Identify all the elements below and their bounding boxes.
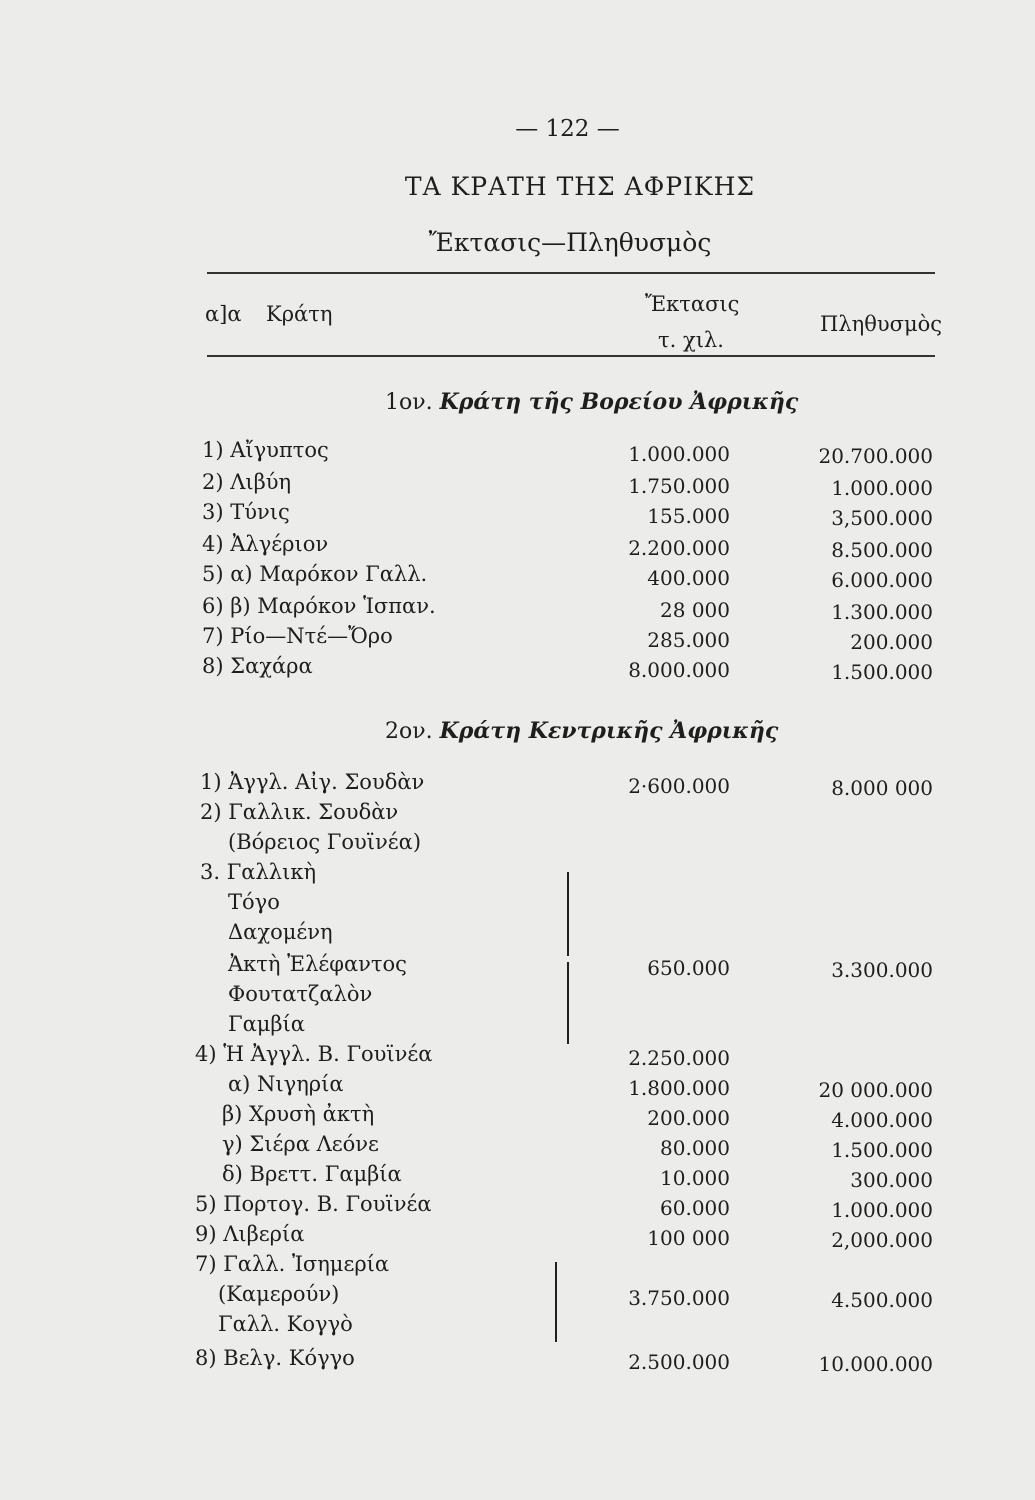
page-number: — 122 — xyxy=(515,116,620,142)
row-population: 20.700.000 xyxy=(818,444,933,468)
row-area: 200.000 xyxy=(647,1106,730,1130)
row-area: 2.250.000 xyxy=(628,1046,730,1070)
row-area: 8.000.000 xyxy=(628,658,730,682)
row-name: Ἀκτὴ Ἐλέφαντος xyxy=(228,952,407,976)
row-name: 2) Λιβύη xyxy=(202,470,292,494)
header-index: α]α xyxy=(205,302,242,326)
row-population: 1.500.000 xyxy=(831,1138,933,1162)
row-area: 650.000 xyxy=(647,956,730,980)
row-name: Γαλλ. Κογγὸ xyxy=(218,1312,353,1336)
row-name: 3) Τύνις xyxy=(202,500,290,524)
row-name: Τόγο xyxy=(228,890,280,914)
row-area: 1.750.000 xyxy=(628,474,730,498)
group-brace-equatorial xyxy=(555,1262,557,1342)
row-population: 300.000 xyxy=(850,1168,933,1192)
row-name: 1) Αἴγυπτος xyxy=(202,438,329,462)
row-population: 20 000.000 xyxy=(818,1078,933,1102)
row-name: 4) Ἀλγέριον xyxy=(202,532,329,556)
row-population: 1.000.000 xyxy=(831,476,933,500)
row-area: 2.500.000 xyxy=(628,1350,730,1374)
row-name: 8) Βελγ. Κόγγο xyxy=(195,1346,355,1370)
row-name: Φουτατζαλὸν xyxy=(228,982,373,1006)
row-name: Γαμβία xyxy=(228,1012,305,1036)
row-name: (Καμερούν) xyxy=(218,1282,340,1306)
row-area: 2.200.000 xyxy=(628,536,730,560)
table-header-rule xyxy=(207,355,935,357)
page-subtitle: Ἔκτασις—Πληθυσμὸς xyxy=(428,228,712,257)
row-population: 1.000.000 xyxy=(831,1198,933,1222)
row-name: δ) Βρεττ. Γαμβία xyxy=(222,1162,402,1186)
row-name: α) Νιγηρία xyxy=(228,1072,344,1096)
row-area: 155.000 xyxy=(647,504,730,528)
row-population: 3.300.000 xyxy=(831,958,933,982)
header-states: Κράτη xyxy=(266,302,333,326)
row-area: 3.750.000 xyxy=(628,1286,730,1310)
header-area: Ἔκτασις xyxy=(645,292,740,316)
section-2-ordinal: 2ον. xyxy=(385,719,433,744)
row-population: 4.500.000 xyxy=(831,1288,933,1312)
row-name: (Βόρειος Γουϊνέα) xyxy=(228,830,422,854)
row-name: 5) α) Μαρόκον Γαλλ. xyxy=(202,562,428,586)
row-name: 5) Πορτογ. Β. Γουϊνέα xyxy=(195,1192,432,1216)
row-population: 10.000.000 xyxy=(818,1352,933,1376)
section-2-heading xyxy=(385,718,778,744)
row-name: γ) Σιέρα Λεόνε xyxy=(222,1132,379,1156)
row-name: 3. Γαλλικὴ xyxy=(200,860,317,884)
row-area: 285.000 xyxy=(647,628,730,652)
row-population: 200.000 xyxy=(850,630,933,654)
row-population: 6.000.000 xyxy=(831,568,933,592)
row-area: 2·600.000 xyxy=(628,774,730,798)
row-population: 1.500.000 xyxy=(831,660,933,684)
row-name: 6) β) Μαρόκον Ἱσπαν. xyxy=(202,594,436,618)
row-name: Δαχομένη xyxy=(228,920,333,944)
header-population: Πληθυσμὸς xyxy=(820,312,943,336)
section-1-title: Κράτη τῆς Βορείου Ἀφρικῆς xyxy=(439,389,799,415)
row-population: 8.000 000 xyxy=(831,776,933,800)
row-name: 1) Ἀγγλ. Αἰγ. Σουδὰν xyxy=(200,770,425,794)
row-population: 4.000.000 xyxy=(831,1108,933,1132)
group-brace-upper xyxy=(567,872,569,956)
row-name: β) Χρυσὴ ἀκτὴ xyxy=(222,1102,375,1126)
row-population: 1.300.000 xyxy=(831,600,933,624)
section-1-ordinal: 1ον. xyxy=(385,390,433,415)
row-area: 1.800.000 xyxy=(628,1076,730,1100)
row-population: 2,000.000 xyxy=(831,1228,933,1252)
row-name: 4) Ἡ Ἀγγλ. Β. Γουϊνέα xyxy=(195,1042,433,1066)
row-population: 3,500.000 xyxy=(831,506,933,530)
table-top-rule xyxy=(207,272,935,274)
row-area: 80.000 xyxy=(660,1136,730,1160)
row-name: 7) Ρίο—Ντέ—Ὄρο xyxy=(202,624,393,648)
section-1-heading xyxy=(385,389,798,415)
page-title: ΤΑ ΚΡΑΤΗ ΤΗΣ ΑΦΡΙΚΗΣ xyxy=(404,172,756,201)
row-area: 400.000 xyxy=(647,566,730,590)
row-name: 9) Λιβερία xyxy=(195,1222,305,1246)
row-area: 100 000 xyxy=(647,1226,730,1250)
row-population: 8.500.000 xyxy=(831,538,933,562)
section-2-title: Κράτη Κεντρικῆς Ἀφρικῆς xyxy=(439,718,779,744)
row-name: 8) Σαχάρα xyxy=(202,654,313,678)
row-area: 10.000 xyxy=(660,1166,730,1190)
row-area: 60.000 xyxy=(660,1196,730,1220)
row-area: 28 000 xyxy=(660,598,730,622)
row-area: 1.000.000 xyxy=(628,442,730,466)
group-brace-lower xyxy=(567,962,569,1044)
header-area-unit: τ. χιλ. xyxy=(658,328,724,352)
row-name: 2) Γαλλικ. Σουδὰν xyxy=(200,800,399,824)
row-name: 7) Γαλλ. Ἰσημερία xyxy=(195,1252,390,1276)
